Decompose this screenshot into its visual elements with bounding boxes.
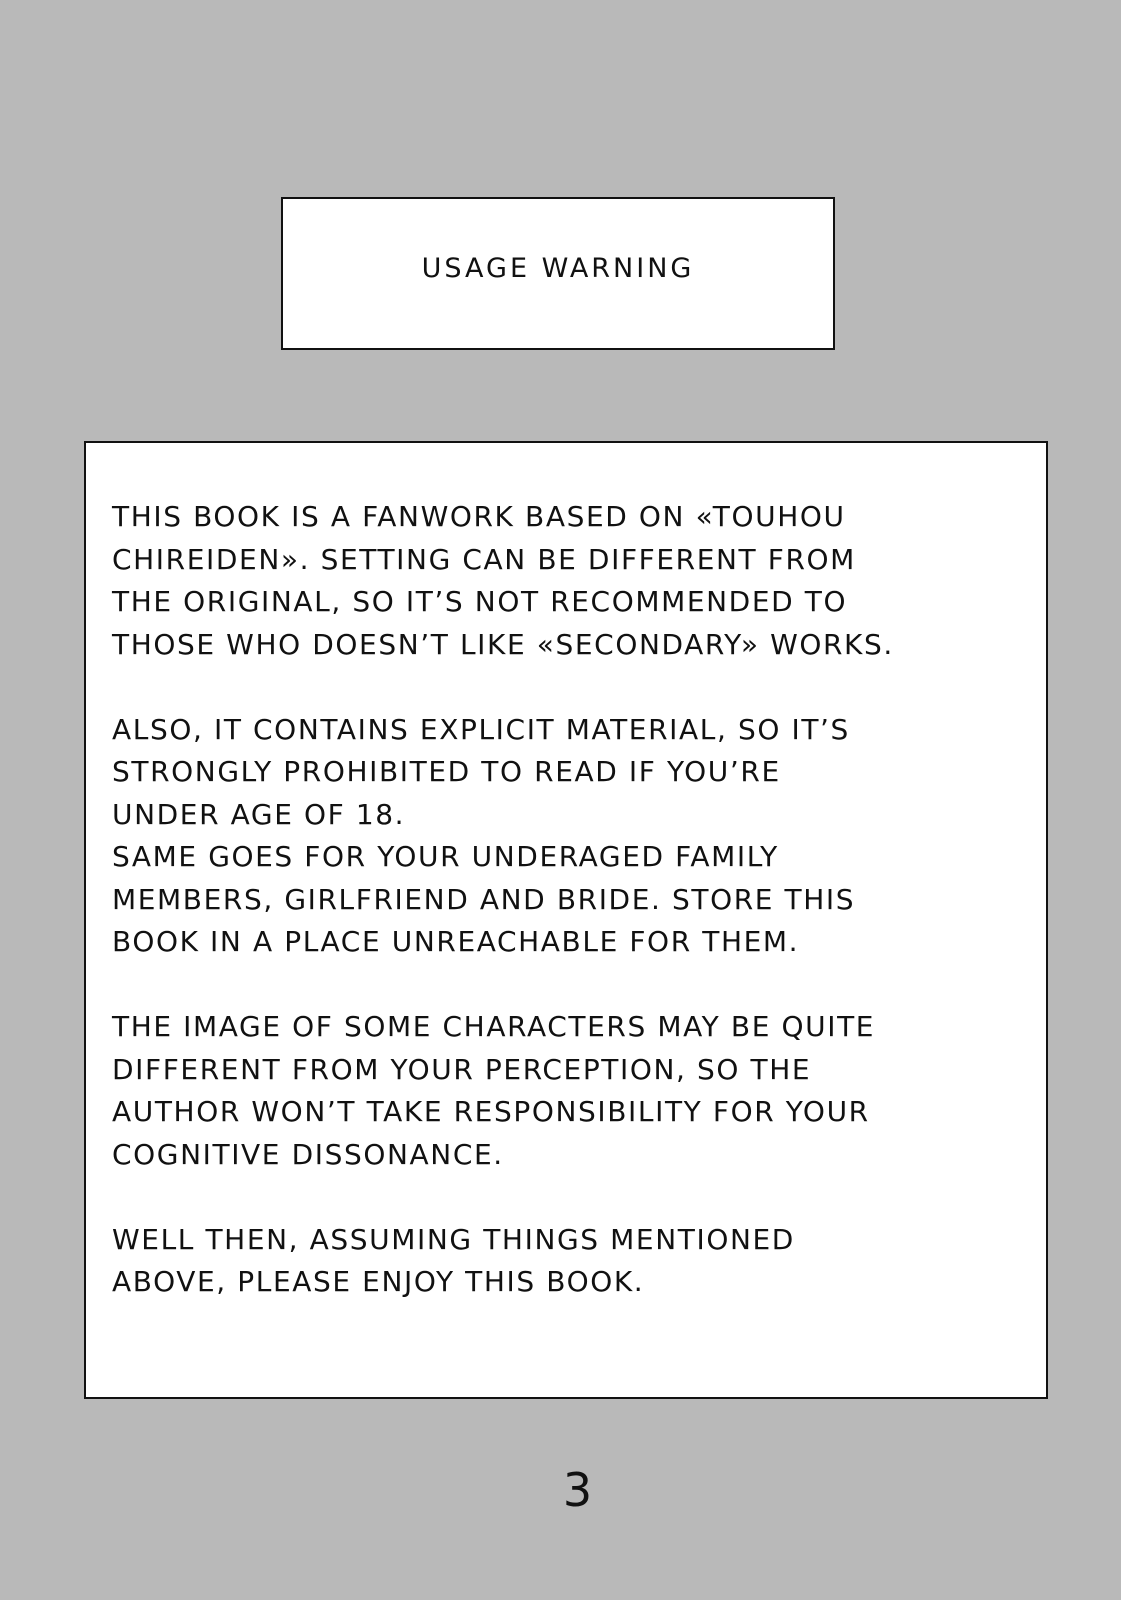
paragraph-fanwork-notice [112,496,1022,666]
text-line: ALSO, IT CONTAINS EXPLICIT MATERIAL, SO IT’S [112,712,850,746]
paragraph-character-disclaimer [112,1006,1022,1176]
title-box [281,197,835,350]
text-line: BOOK IN A PLACE UNREACHABLE FOR THEM. [112,925,800,958]
text-line: THOSE WHO DOESN’T LIKE «SECONDARY» WORKS. [112,627,894,661]
warning-text-box [84,441,1048,1399]
text-line: ABOVE, PLEASE ENJOY THIS BOOK. [112,1265,645,1298]
page-title: USAGE WARNING [421,253,695,284]
text-line: STRONGLY PROHIBITED TO READ IF YOU’RE [112,755,781,788]
text-line: DIFFERENT FROM YOUR PERCEPTION, SO THE [112,1052,812,1086]
text-line: CHIREIDEN». SETTING CAN BE DIFFERENT FROM [112,542,856,576]
text-line: AUTHOR WON’T TAKE RESPONSIBILITY FOR YOUR [112,1095,870,1128]
paragraph-age-restriction [112,709,1022,964]
text-line: MEMBERS, GIRLFRIEND AND BRIDE. STORE THIS [112,882,856,916]
text-line: COGNITIVE DISSONANCE. [112,1137,504,1171]
text-line: WELL THEN, ASSUMING THINGS MENTIONED [112,1222,795,1256]
text-line: THE IMAGE OF SOME CHARACTERS MAY BE QUITE [112,1010,876,1043]
text-line: SAME GOES FOR YOUR UNDERAGED FAMILY [112,840,779,873]
page-number: 3 [562,1463,593,1517]
warning-body [112,496,1022,1346]
text-line: UNDER AGE OF 18. [112,797,406,831]
paragraph-closing [112,1219,1022,1304]
text-line: THIS BOOK IS A FANWORK BASED ON «TOUHOU [112,500,846,533]
text-line: THE ORIGINAL, SO IT’S NOT RECOMMENDED TO [112,585,848,618]
